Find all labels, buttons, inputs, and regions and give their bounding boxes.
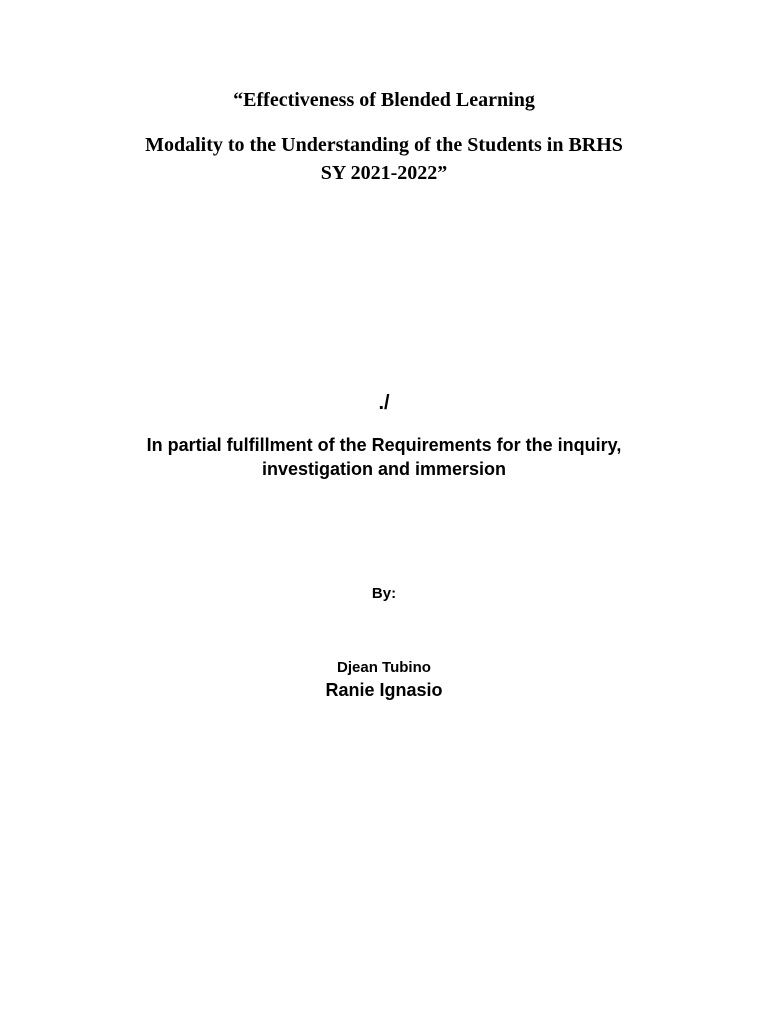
byline-label: By:	[371, 585, 397, 602]
author-name: Ranie Ignasio	[325, 680, 443, 700]
title-line-2: Modality to the Understanding of the Students in BRHS	[145, 134, 623, 156]
author-name: Djean Tubino	[337, 659, 431, 676]
purpose-statement-line-1: In partial fulfillment of the Requirements for the inquiry,	[146, 435, 622, 455]
title-line-3: SY 2021-2022”	[320, 162, 448, 184]
separator-mark: ./	[378, 392, 390, 414]
purpose-statement-line-2: investigation and immersion	[261, 459, 507, 479]
title-line-1: “Effectiveness of Blended Learning	[233, 89, 535, 111]
